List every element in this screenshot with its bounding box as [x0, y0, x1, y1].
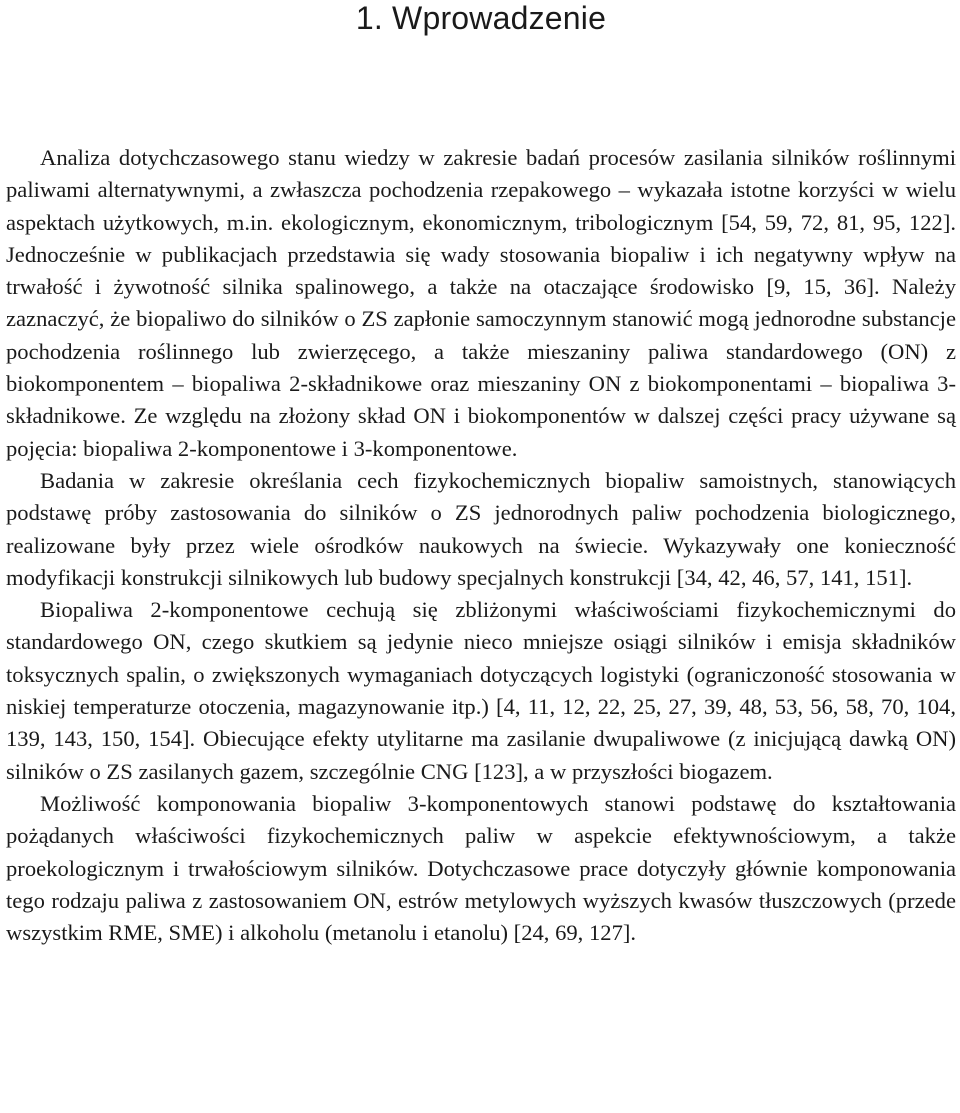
paragraph-4: Możliwość komponowania biopaliw 3-komponentowych stanowi podstawę do kształtowania pożądanych właściwości fizykochemicznych paliw w aspekcie efektywnościowym, a także proekologicznym i trwałościowym silników. Dotychczasowe prace dotyczyły głównie komponowania tego rodzaju paliwa z zastosowaniem ON, estrów metylowych wyższych kwasów tłuszczowych (przede wszystkim RME, SME) i alkoholu (metanolu i etanolu) [24, 69, 127]. — [6, 790, 956, 946]
paragraph-2: Badania w zakresie określania cech fizykochemicznych biopaliw samoistnych, stanowiących podstawę próby zastosowania do silników o ZS jednorodnych paliw pochodzenia biologicznego, realizowane były przez wiele ośrodków naukowych na świecie. Wykazywały one konieczność modyfikacji konstrukcji silnikowych lub budowy specjalnych konstrukcji [34, 42, 46, 57, 141, 151]. — [6, 467, 956, 590]
section-heading: 1. Wprowadzenie — [355, 0, 607, 36]
body-text — [6, 142, 956, 949]
paragraph-3: Biopaliwa 2-komponentowe cechują się zbliżonymi właściwościami fizykochemicznymi do standardowego ON, czego skutkiem są jedynie nieco mniejsze osiągi silników i emisja składników toksycznych spalin, o zwiększonych wymaganiach dotyczących logistyki (ograniczoność stosowania w niskiej temperaturze otoczenia, magazynowanie itp.) [4, 11, 12, 22, 25, 27, 39, 48, 53, 56, 58, 70, 104, 139, 143, 150, 154]. Obiecujące efekty utylitarne ma zasilanie dwupaliwowe (z inicjującą dawką ON) silników o ZS zasilanych gazem, szczególnie CNG [123], a w przyszłości biogazem. — [6, 597, 956, 784]
paragraph-1: Analiza dotychczasowego stanu wiedzy w zakresie badań procesów zasilania silników roślinnymi paliwami alternatywnymi, a zwłaszcza pochodzenia rzepakowego – wykazała istotne korzyści w wielu aspektach użytkowych, m.in. ekologicznym, ekonomicznym, tribologicznym [54, 59, 72, 81, 95, 122]. Jednocześnie w publikacjach przedstawia się wady stosowania biopaliw i ich negatywny wpływ na trwałość i żywotność silnika spalinowego, a także na otaczające środowisko [9, 15, 36]. Należy zaznaczyć, że biopaliwo do silników o ZS zapłonie samoczynnym stanowić mogą jednorodne substancje pochodzenia roślinnego lub zwierzęcego, a także mieszaniny paliwa standardowego (ON) z biokomponentem – biopaliwa 2-składnikowe oraz mieszaniny ON z biokomponentami – biopaliwa 3-składnikowe. Ze względu na złożony skład ON i biokomponentów w dalszej części pracy używane są pojęcia: biopaliwa 2-komponentowe i 3-komponentowe. — [6, 145, 956, 461]
